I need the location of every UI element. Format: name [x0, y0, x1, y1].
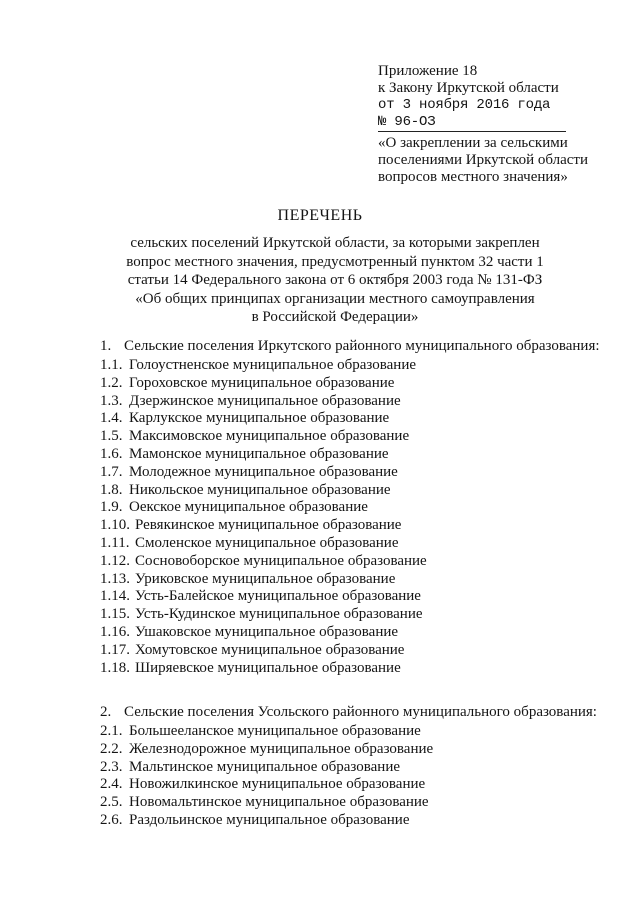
item-name: Карлукское муниципальное образование	[129, 410, 390, 427]
item-name: Оекское муниципальное образование	[129, 499, 368, 516]
list-item	[100, 759, 600, 777]
section-usolsky	[100, 704, 600, 830]
list-item	[100, 723, 600, 741]
item-name: Мальтинское муниципальное образование	[129, 758, 401, 775]
section-irkutsk	[100, 338, 600, 677]
section-heading	[100, 338, 600, 354]
list-item	[100, 393, 600, 411]
list-item	[100, 535, 600, 553]
item-number: 2.1.	[100, 723, 123, 739]
item-number: 1.3.	[100, 392, 123, 409]
item-name: Усть-Кудинское муниципальное образование	[135, 606, 423, 623]
list-item	[100, 482, 600, 500]
item-name: Гороховское муниципальное образование	[129, 374, 395, 391]
item-number: 1.15.	[100, 606, 130, 623]
item-number: 2.2.	[100, 740, 123, 757]
item-number: 1.9.	[100, 499, 123, 516]
item-name: Голоустненское муниципальное образование	[129, 357, 417, 373]
item-name: Дзержинское муниципальное образование	[129, 392, 401, 409]
item-name: Молодежное муниципальное образование	[129, 463, 398, 480]
item-name: Ушаковское муниципальное образование	[135, 623, 399, 640]
item-number: 1.6.	[100, 445, 123, 462]
list-item	[100, 517, 600, 535]
section-title: Сельские поселения Усольского районного муниципального образования:	[124, 704, 597, 720]
item-name: Большееланское муниципальное образование	[129, 723, 421, 739]
list-item	[100, 794, 600, 812]
list-item	[100, 660, 600, 678]
list-item	[100, 375, 600, 393]
list-subtitle	[105, 234, 565, 327]
item-name: Максимовское муниципальное образование	[129, 428, 410, 445]
item-number: 2.4.	[100, 776, 123, 793]
appendix-law-title: «О закреплении за сельскими поселениями Иркутской области вопросов местного значения»	[378, 135, 589, 185]
subtitle-line: «Об общих принципах организации местного самоуправления	[135, 290, 535, 307]
subtitle-line: вопрос местного значения, предусмотренный пунктом 32 части 1	[126, 253, 544, 270]
item-number: 1.4.	[100, 410, 123, 427]
item-name: Сосновоборское муниципальное образование	[135, 552, 427, 569]
list-item	[100, 428, 600, 446]
list-item	[100, 464, 600, 482]
item-number: 2.5.	[100, 794, 123, 811]
list-item	[100, 624, 600, 642]
appendix-number: Приложение 18	[378, 63, 478, 79]
item-name: Мамонское муниципальное образование	[129, 445, 389, 462]
item-name: Железнодорожное муниципальное образование	[129, 740, 434, 757]
settlement-list	[100, 357, 600, 677]
item-number: 1.14.	[100, 588, 130, 605]
subtitle-line: сельских поселений Иркутской области, за которыми закреплен	[130, 235, 540, 251]
item-number: 1.2.	[100, 374, 123, 391]
item-number: 1.10.	[100, 517, 130, 534]
item-name: Никольское муниципальное образование	[129, 481, 391, 498]
appendix-law-ref: к Закону Иркутской области	[378, 80, 559, 96]
list-item	[100, 553, 600, 571]
item-name: Раздольинское муниципальное образование	[129, 811, 410, 828]
item-name: Хомутовское муниципальное образование	[135, 641, 405, 658]
appendix-date: от 3 ноября 2016 года	[378, 97, 551, 113]
section-title: Сельские поселения Иркутского районного муниципального образования:	[124, 338, 600, 354]
list-item	[100, 741, 600, 759]
item-number: 1.17.	[100, 641, 130, 658]
item-name: Уриковское муниципальное образование	[135, 570, 396, 587]
list-item	[100, 410, 600, 428]
section-heading	[100, 704, 600, 720]
subtitle-line: в Российской Федерации»	[251, 309, 419, 325]
item-number: 1.12.	[100, 552, 130, 569]
item-name: Усть-Балейское муниципальное образование	[135, 588, 421, 605]
list-item	[100, 606, 600, 624]
list-item	[100, 357, 600, 375]
item-number: 1.5.	[100, 428, 123, 445]
item-number: 2.6.	[100, 811, 123, 828]
list-item	[100, 571, 600, 589]
item-number: 2.3.	[100, 758, 123, 775]
list-item	[100, 642, 600, 660]
appendix-block	[378, 63, 628, 186]
subtitle-line: статьи 14 Федерального закона от 6 октября 2003 года № 131-ФЗ	[127, 272, 543, 288]
item-number: 1.1.	[100, 357, 123, 373]
settlement-list	[100, 723, 600, 830]
section-number: 1.	[100, 338, 112, 354]
item-name: Новомальтинское муниципальное образование	[129, 794, 429, 811]
list-item	[100, 499, 600, 517]
list-item	[100, 588, 600, 606]
item-number: 1.7.	[100, 463, 123, 480]
item-number: 1.8.	[100, 481, 123, 498]
list-item	[100, 446, 600, 464]
appendix-divider	[378, 131, 566, 132]
appendix-law-number: № 96-ОЗ	[378, 114, 436, 130]
item-number: 1.11.	[100, 534, 130, 551]
list-item	[100, 776, 600, 794]
item-number: 1.13.	[100, 570, 130, 587]
item-name: Ширяевское муниципальное образование	[135, 659, 401, 676]
item-number: 1.16.	[100, 623, 130, 640]
page-title: ПЕРЕЧЕНЬ	[277, 207, 363, 224]
item-name: Ревякинское муниципальное образование	[135, 517, 402, 534]
item-name: Новожилкинское муниципальное образование	[129, 776, 426, 793]
item-number: 1.18.	[100, 659, 130, 676]
list-item	[100, 812, 600, 830]
item-name: Смоленское муниципальное образование	[135, 534, 399, 551]
section-number: 2.	[100, 704, 112, 720]
